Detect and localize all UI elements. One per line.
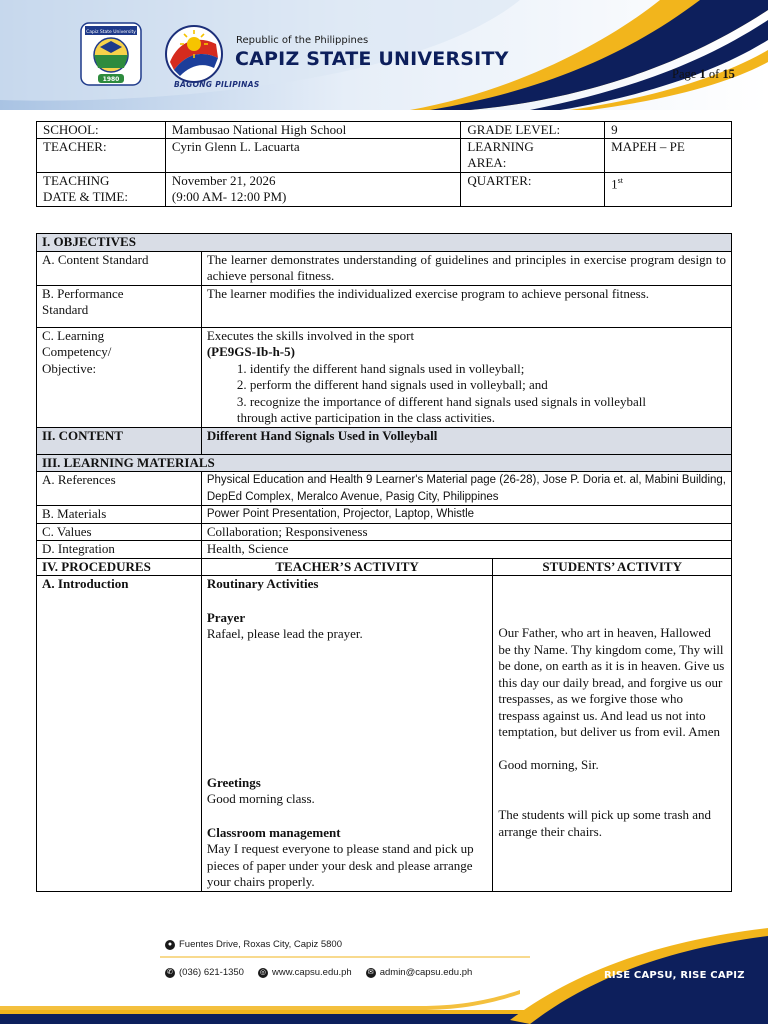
- info-row-school: [37, 122, 732, 139]
- references-row: [37, 472, 732, 506]
- footer-motto: RISE CAPSU, RISE CAPIZ: [604, 970, 745, 981]
- prayer-teacher-text: Rafael, please lead the prayer.: [206, 626, 363, 641]
- competency-code: (PE9GS-Ib-h-5): [206, 344, 295, 359]
- learning-area-label-line2: AREA:: [467, 155, 507, 170]
- teacher-value: Cyrin Glenn L. Lacuarta: [165, 139, 460, 173]
- footer-address: [165, 939, 342, 950]
- website-link[interactable]: www.capsu.edu.ph: [271, 967, 352, 978]
- objectives-section-row: [37, 234, 732, 252]
- school-value: Mambusao National High School: [165, 122, 460, 139]
- objectives-title: I. OBJECTIVES: [37, 234, 732, 252]
- competency-label-line3: Objective:: [42, 360, 97, 376]
- teaching-date-label-line1: TEACHING: [43, 173, 110, 188]
- content-value: Different Hand Signals Used in Volleyball: [201, 427, 731, 454]
- performance-standard-text: The learner modifies the individualized exercise program to achieve personal fitness.: [201, 285, 731, 327]
- learning-area-label-line1: LEARNING: [467, 139, 534, 154]
- spacer: [498, 773, 726, 807]
- greetings-title: Greetings: [206, 774, 261, 790]
- performance-label-line2: Standard: [42, 302, 89, 317]
- students-activity-header: STUDENTS’ ACTIVITY: [493, 558, 732, 576]
- materials-text: Power Point Presentation, Projector, Laptop, Whistle: [201, 506, 731, 524]
- teacher-activity-header: TEACHER’S ACTIVITY: [201, 558, 493, 576]
- competency-row: [37, 327, 732, 427]
- republic-text: Republic of the Philippines: [236, 35, 369, 46]
- materials-label: B. Materials: [37, 506, 202, 524]
- email-link[interactable]: admin@capsu.edu.ph: [379, 967, 473, 978]
- materials-row: [37, 506, 732, 524]
- spacer: [498, 576, 726, 625]
- spacer: [207, 643, 488, 775]
- values-text: Collaboration; Responsiveness: [201, 523, 731, 541]
- objective-1: 1. identify the different hand signals used in volleyball;: [236, 360, 525, 376]
- introduction-row: [37, 576, 732, 892]
- classroom-management-teacher-text: May I request everyone to please stand and pick up pieces of paper under your desk and please arrange your chairs properly.: [206, 841, 474, 889]
- learning-area-value: MAPEH – PE: [605, 139, 732, 173]
- classroom-management-title: Classroom management: [206, 824, 341, 840]
- content-standard-text: The learner demonstrates understanding of guidelines and principles in exercise program design to achieve personal fitness.: [201, 251, 731, 285]
- materials-section-row: [37, 454, 732, 472]
- page-label: Page: [672, 67, 697, 81]
- phone-text: (036) 621-1350: [179, 967, 244, 978]
- competency-content: [201, 327, 731, 427]
- spacer: [207, 808, 488, 825]
- teaching-date-label: [37, 173, 166, 207]
- competency-intro: Executes the skills involved in the sport: [206, 327, 415, 343]
- page-of: of: [708, 67, 720, 81]
- objective-2: 2. perform the different hand signals used in volleyball; and: [236, 377, 548, 392]
- values-row: [37, 523, 732, 541]
- globe-icon: ◎: [259, 968, 267, 976]
- greetings-teacher-text: Good morning class.: [206, 791, 315, 806]
- content-title: II. CONTENT: [37, 427, 202, 454]
- students-activity-cell: [493, 576, 732, 892]
- address-text: Fuentes Drive, Roxas City, Capiz 5800: [179, 939, 342, 950]
- university-name: CAPIZ STATE UNIVERSITY: [235, 48, 509, 70]
- teacher-activity-cell: [201, 576, 493, 892]
- bagong-pilipinas-caption: BAGONG PILIPINAS: [174, 80, 260, 89]
- mail-icon: ✉: [366, 968, 376, 978]
- teaching-time: (9:00 AM- 12:00 PM): [171, 189, 287, 204]
- svg-text:1980: 1980: [102, 76, 120, 83]
- content-section-row: [37, 427, 732, 454]
- teaching-date-value: [165, 173, 460, 207]
- teaching-date: November 21, 2026: [171, 173, 276, 188]
- info-row-teacher: [37, 139, 732, 173]
- competency-label-line2: Competency/: [42, 344, 112, 359]
- integration-text: Health, Science: [201, 541, 731, 559]
- quarter-ordinal: st: [617, 176, 623, 185]
- competency-label-line1: C. Learning: [42, 327, 105, 343]
- values-label: C. Values: [37, 523, 202, 541]
- quarter-number: 1: [611, 176, 618, 192]
- spacer: [498, 741, 726, 757]
- performance-standard-label: [37, 285, 202, 327]
- integration-label: D. Integration: [37, 541, 202, 559]
- quarter-label: QUARTER:: [461, 173, 605, 207]
- phone-icon: ✆: [165, 968, 175, 978]
- svg-text:Capiz State University: Capiz State University: [86, 30, 136, 35]
- objective-3-continued: through active participation in the class activities.: [236, 410, 495, 425]
- info-row-date: [37, 173, 732, 207]
- university-seal-logo: [80, 22, 142, 92]
- content-standard-label: A. Content Standard: [37, 251, 202, 285]
- content-standard-row: [37, 251, 732, 285]
- grade-value: 9: [605, 122, 732, 139]
- materials-title: III. LEARNING MATERIALS: [37, 454, 732, 472]
- learning-area-label: [461, 139, 605, 173]
- page-header: [0, 0, 768, 110]
- prayer-title: Prayer: [206, 609, 246, 625]
- page-number: [672, 67, 735, 82]
- grade-label: GRADE LEVEL:: [461, 122, 605, 139]
- procedures-header-row: [37, 558, 732, 576]
- integration-row: [37, 541, 732, 559]
- lesson-plan-table: [36, 233, 732, 892]
- page-footer: [0, 920, 768, 1024]
- competency-label: [37, 327, 202, 427]
- location-pin-icon: ●: [165, 940, 175, 950]
- school-label: SCHOOL:: [37, 122, 166, 139]
- procedures-title: IV. PROCEDURES: [37, 558, 202, 576]
- greetings-student-text: Good morning, Sir.: [498, 756, 599, 772]
- introduction-label: A. Introduction: [37, 576, 202, 892]
- references-label: A. References: [37, 472, 202, 506]
- performance-standard-row: [37, 285, 732, 327]
- teaching-date-label-line2: DATE & TIME:: [43, 189, 128, 204]
- performance-label-line1: B. Performance: [42, 285, 124, 301]
- classroom-management-student-text: The students will pick up some trash and arrange their chairs.: [498, 807, 712, 839]
- references-text: Physical Education and Health 9 Learner's Material page (26-28), Jose P. Doria et. al, Mabini Building, DepEd Complex, Meralco Avenue, Pasig City, Philippines: [201, 472, 731, 506]
- objective-3: 3. recognize the importance of different hand signals used signals in volleyball: [236, 393, 646, 409]
- page-total: 15: [722, 67, 735, 81]
- teacher-label: TEACHER:: [37, 139, 166, 173]
- footer-contacts: [165, 967, 472, 978]
- routinary-activities-title: Routinary Activities: [206, 576, 319, 591]
- prayer-student-text: Our Father, who art in heaven, Hallowed be thy Name. Thy kingdom come, Thy will be done, on earth as it is in heaven. Give us this day our daily bread, and forgive us our trespasses, as we forgive those who trespass against us. And lead us not into temptation, but deliver us from evil. Amen: [498, 625, 725, 739]
- page-current: 1: [699, 67, 706, 81]
- lesson-info-table: [36, 121, 732, 207]
- spacer: [207, 593, 488, 610]
- quarter-value: [605, 173, 732, 207]
